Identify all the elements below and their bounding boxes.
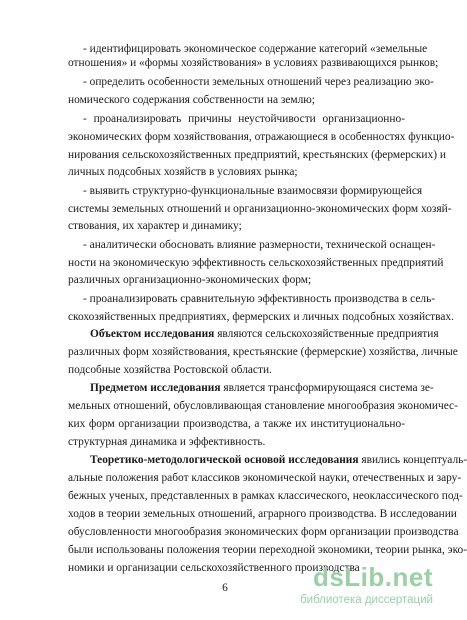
object-term: Объектом исследования bbox=[90, 328, 215, 340]
text-line: ствования, их характер и динамику; bbox=[68, 220, 242, 232]
text-line: мельных отношений, обусловливающая становление многообразия экономичес- bbox=[68, 400, 458, 412]
text-line: - выявить структурно-функциональные взаимосвязи формирующейся bbox=[83, 185, 423, 197]
text-line: различных организационно-экономических форм; bbox=[68, 274, 312, 286]
method-term: Теоретико-методологической основой исследования bbox=[90, 454, 359, 466]
text-line: нирования сельскохозяйственных предприятий, крестьянских (фермерских) и bbox=[68, 149, 446, 161]
text-line: ходов в теории земельных отношений, аграрного производства. В исследовании bbox=[68, 508, 457, 520]
text-line: - проанализировать сравнительную эффективность производства в сель- bbox=[83, 293, 436, 305]
text-line: бежных ученых, представленных в рамках классического, неоклассического под- bbox=[68, 490, 463, 502]
text-line: были использованы положения теории переходной экономики, теории рынка, эко- bbox=[68, 544, 467, 556]
text-line: номики и организации сельскохозяйственного производства bbox=[68, 562, 360, 574]
method-paragraph-line bbox=[90, 453, 467, 467]
text-line: системы земельных отношений и организационно-экономических форм хозяй- bbox=[68, 203, 452, 215]
method-text: явились концептуаль- bbox=[358, 454, 467, 466]
text-line: экономических форм хозяйствования, отражающиеся в особенностях функцио- bbox=[68, 131, 455, 143]
page-number: 6 bbox=[222, 582, 228, 594]
subject-term: Предметом исследования bbox=[90, 382, 221, 394]
text-line: подсобные хозяйства Ростовской области. bbox=[68, 364, 272, 376]
text-line: - аналитически обосновать влияние размерности, технической оснащен- bbox=[83, 239, 436, 251]
text-line: - проанализировать причины неустойчивости организационно- bbox=[83, 113, 405, 125]
text-line: - идентифицировать экономическое содержание категорий «земельные bbox=[83, 43, 428, 55]
subject-text: является трансформирующаяся система зе- bbox=[220, 382, 434, 394]
text-line: номического содержания собственности на землю; bbox=[68, 94, 315, 106]
text-line: обусловленности многообразия экономических форм организации производства bbox=[68, 526, 459, 538]
watermark-logo: dsLib.net bbox=[312, 562, 433, 592]
text-line: альные положения работ классиков экономической науки, отечественных и зару- bbox=[68, 472, 462, 484]
text-line: структурная динамика и эффективность. bbox=[68, 436, 266, 448]
text-line: личных подсобных хозяйств в условиях рынка; bbox=[68, 166, 298, 178]
text-line: ности на экономическую эффективность сельскохозяйственных предприятий bbox=[68, 257, 444, 269]
text-line: различных форм хозяйствования, крестьянские (фермерские) хозяйства, личные bbox=[68, 346, 458, 358]
text-line: отношения» и «формы хозяйствования» в условиях развивающихся рынков; bbox=[68, 57, 439, 69]
text-line: ких форм организации производства, а также их институционально- bbox=[68, 418, 405, 430]
text-line: - определить особенности земельных отношений через реализацию эко- bbox=[83, 76, 434, 88]
watermark[interactable] bbox=[300, 562, 445, 614]
subject-paragraph-line bbox=[90, 381, 434, 395]
text-line: скохозяйственных предприятиях, фермерских и личных подсобных хозяйствах. bbox=[68, 311, 454, 323]
object-paragraph-line bbox=[90, 327, 439, 341]
object-text: являются сельскохозяйственные предприятия bbox=[214, 328, 439, 340]
watermark-subtitle: библиотека диссертаций bbox=[300, 594, 433, 606]
